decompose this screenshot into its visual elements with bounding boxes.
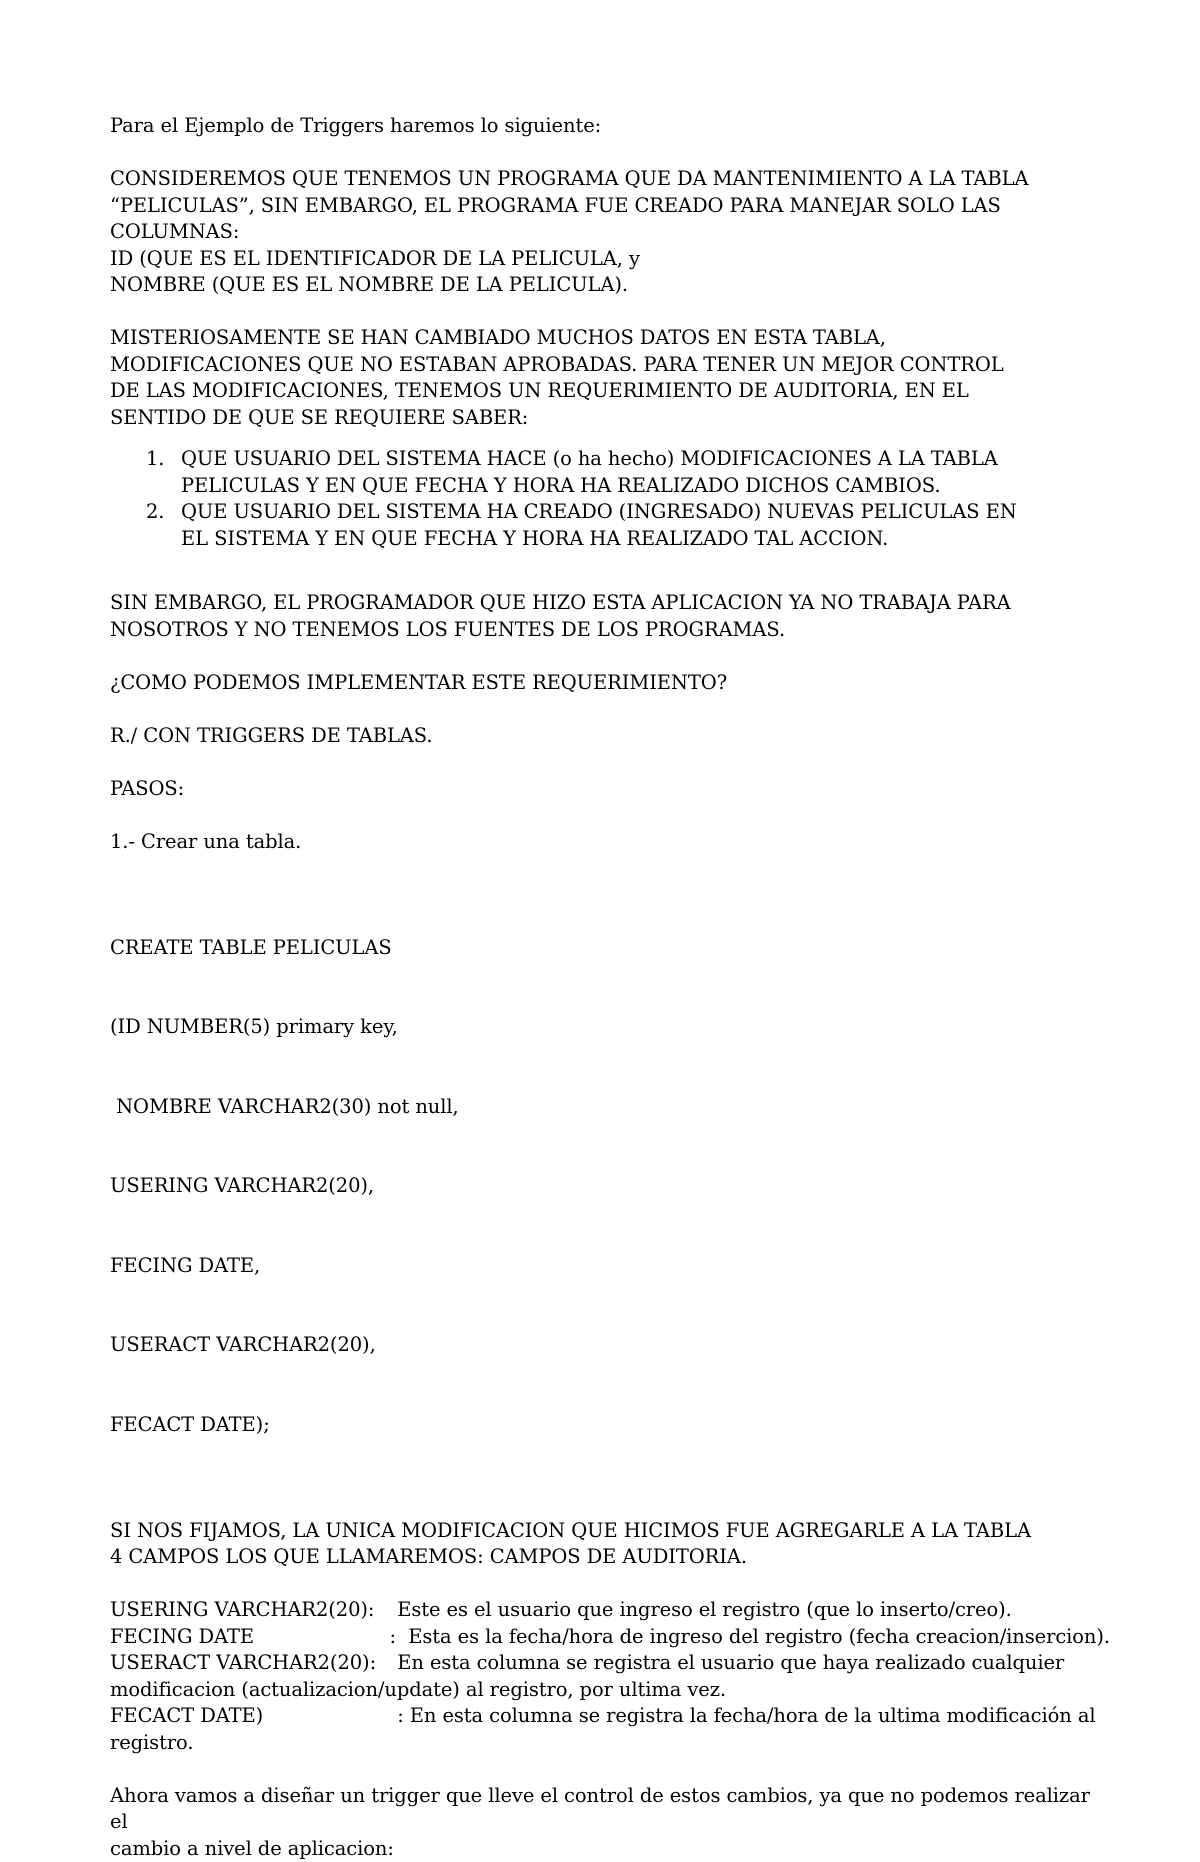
list-item [110, 446, 1110, 499]
code-line: FECACT DATE); [110, 1412, 1110, 1439]
code-line: FECING DATE, [110, 1253, 1110, 1280]
definition-continuation: registro. [110, 1730, 1110, 1757]
steps-heading: PASOS: [110, 776, 1110, 803]
text-line: SI NOS FIJAMOS, LA UNICA MODIFICACION QUE HICIMOS FUE AGREGARLE A LA TABLA [110, 1518, 1110, 1545]
requirements-list [110, 446, 1110, 552]
definition-row [110, 1703, 1110, 1730]
definition-row [110, 1597, 1110, 1624]
text-line: COLUMNAS: [110, 219, 1110, 246]
definition-term: FECING DATE [110, 1624, 377, 1651]
code-line: (ID NUMBER(5) primary key, [110, 1014, 1110, 1041]
answer-line: R./ CON TRIGGERS DE TABLAS. [110, 723, 1110, 750]
text-line: cambio a nivel de aplicacion: [110, 1836, 1110, 1862]
definition-text: : En esta columna se registra la fecha/hora de la ultima modificación al [385, 1703, 1095, 1730]
list-item [110, 499, 1110, 552]
text-line: Ahora vamos a diseñar un trigger que lleve el control de estos cambios, ya que no podemos realizar el [110, 1783, 1110, 1836]
text-line: DE LAS MODIFICACIONES, TENEMOS UN REQUERIMIENTO DE AUDITORIA, EN EL [110, 378, 1110, 405]
text-line: SENTIDO DE QUE SE REQUIERE SABER: [110, 405, 1110, 432]
paragraph-problem [110, 325, 1110, 431]
definition-row [110, 1650, 1110, 1677]
paragraph-closing [110, 1783, 1110, 1862]
text-line: MISTERIOSAMENTE SE HAN CAMBIADO MUCHOS DATOS EN ESTA TABLA, [110, 325, 1110, 352]
list-number: 2. [146, 499, 164, 526]
text-line: PELICULAS Y EN QUE FECHA Y HORA HA REALIZADO DICHOS CAMBIOS. [181, 473, 1110, 500]
paragraph-audit-fields [110, 1518, 1110, 1571]
definition-term: FECACT DATE) [110, 1703, 385, 1730]
text-line: SIN EMBARGO, EL PROGRAMADOR QUE HIZO ESTA APLICACION YA NO TRABAJA PARA [110, 590, 1110, 617]
text-line: QUE USUARIO DEL SISTEMA HA CREADO (INGRESADO) NUEVAS PELICULAS EN [181, 499, 1110, 526]
text-line: CONSIDEREMOS QUE TENEMOS UN PROGRAMA QUE DA MANTENIMIENTO A LA TABLA [110, 166, 1110, 193]
document-page [110, 113, 1110, 1862]
text-line: ID (QUE ES EL IDENTIFICADOR DE LA PELICULA, y [110, 246, 1110, 273]
definition-term: USERING VARCHAR2(20): [110, 1597, 385, 1624]
code-line: USERING VARCHAR2(20), [110, 1173, 1110, 1200]
question-line: ¿COMO PODEMOS IMPLEMENTAR ESTE REQUERIMIENTO? [110, 670, 1110, 697]
text-line: 4 CAMPOS LOS QUE LLAMAREMOS: CAMPOS DE AUDITORIA. [110, 1544, 1110, 1571]
definition-text: Este es el usuario que ingreso el registro (que lo inserto/creo). [385, 1597, 1012, 1624]
text-line: NOMBRE (QUE ES EL NOMBRE DE LA PELICULA). [110, 272, 1110, 299]
code-line: USERACT VARCHAR2(20), [110, 1332, 1110, 1359]
text-line: “PELICULAS”, SIN EMBARGO, EL PROGRAMA FUE CREADO PARA MANEJAR SOLO LAS [110, 193, 1110, 220]
paragraph-context [110, 166, 1110, 299]
step-1-line: 1.- Crear una tabla. [110, 829, 1110, 856]
definition-row [110, 1624, 1110, 1651]
text-line: MODIFICACIONES QUE NO ESTABAN APROBADAS. PARA TENER UN MEJOR CONTROL [110, 352, 1110, 379]
intro-line: Para el Ejemplo de Triggers haremos lo siguiente: [110, 113, 1110, 140]
definition-continuation: modificacion (actualizacion/update) al registro, por ultima vez. [110, 1677, 1110, 1704]
code-line: NOMBRE VARCHAR2(30) not null, [110, 1094, 1110, 1121]
text-line: EL SISTEMA Y EN QUE FECHA Y HORA HA REALIZADO TAL ACCION. [181, 526, 1110, 553]
paragraph-constraint [110, 590, 1110, 643]
list-number: 1. [146, 446, 164, 473]
sql-code-block [110, 882, 1110, 1492]
definition-text: : Esta es la fecha/hora de ingreso del registro (fecha creacion/insercion). [377, 1624, 1110, 1651]
text-line: QUE USUARIO DEL SISTEMA HACE (o ha hecho) MODIFICACIONES A LA TABLA [181, 446, 1110, 473]
definition-term: USERACT VARCHAR2(20): [110, 1650, 385, 1677]
code-line: CREATE TABLE PELICULAS [110, 935, 1110, 962]
text-line: NOSOTROS Y NO TENEMOS LOS FUENTES DE LOS PROGRAMAS. [110, 617, 1110, 644]
definition-text: En esta columna se registra el usuario que haya realizado cualquier [385, 1650, 1064, 1677]
audit-field-definitions [110, 1597, 1110, 1756]
